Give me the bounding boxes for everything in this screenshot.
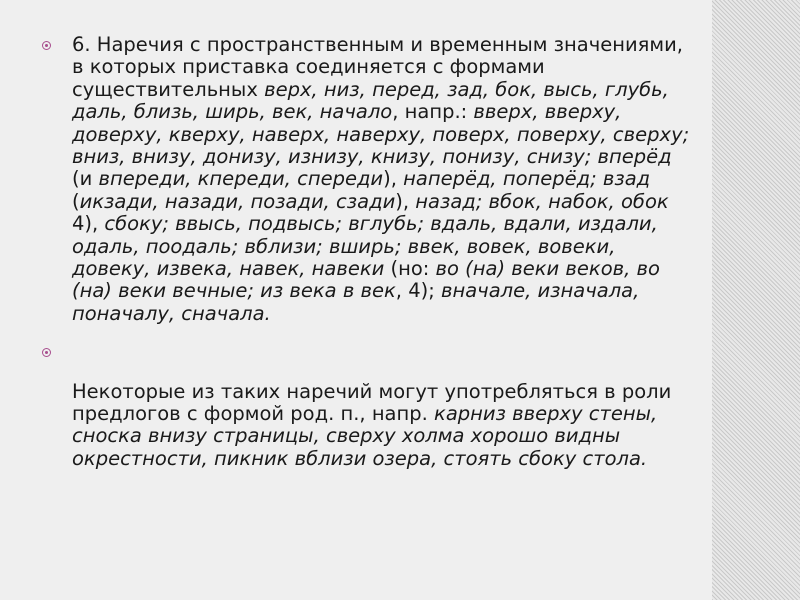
text-segment: вначале, изначала, поначалу, сначала. bbox=[72, 279, 640, 325]
text-segment: (но: bbox=[384, 257, 436, 281]
circle-bullet-icon bbox=[42, 348, 51, 357]
text-segment: назад; вбок, набок, обок bbox=[415, 189, 669, 213]
text-segment: впереди, кпереди, спереди bbox=[98, 167, 384, 191]
bullet-item-1 bbox=[42, 34, 692, 325]
bullet-paragraph-2 bbox=[72, 381, 692, 471]
bullet-paragraph-1 bbox=[72, 34, 692, 325]
text-segment: (и bbox=[72, 167, 99, 191]
text-segment: Некоторые из таких наречий могут употребляться в роли предлогов с формой род. п., напр. bbox=[72, 379, 672, 426]
slide-content bbox=[42, 34, 692, 470]
text-segment: ( bbox=[72, 189, 80, 213]
text-segment: , 4); bbox=[395, 279, 441, 303]
text-segment: икзади, назади, позади, сзади bbox=[79, 189, 396, 213]
blank-line bbox=[72, 341, 692, 363]
text-segment: 6. Наречия с пространственным и временным значениями, в которых приставка соединяется с формами существительных bbox=[72, 33, 683, 101]
text-segment: сбоку; ввысь, подвысь; вглубь; вдаль, вдали, издали, одаль, поодаль; вблизи; вширь; ввек, вовек, вовеки, довеку, извека, навек, навеки bbox=[72, 212, 658, 281]
text-segment: карниз вверху стены, сноска внизу страницы, сверху холма хорошо видны окрестности, пикник вблизи озера, стоять сбоку стола. bbox=[72, 402, 658, 470]
text-segment: ), bbox=[383, 167, 404, 191]
text-segment: 4), bbox=[72, 212, 105, 236]
text-segment: верх, низ, перед, зад, бок, высь, глубь, даль, близь, ширь, век, начало bbox=[72, 77, 669, 124]
bullet-item-2 bbox=[42, 341, 692, 470]
text-segment: вверх, вверху, доверху, кверху, наверх, наверху, поверх, поверху, сверху; вниз, внизу, донизу, изнизу, книзу, понизу, снизу; вперёд bbox=[72, 100, 690, 169]
decorative-stripe bbox=[712, 0, 800, 600]
text-segment: наперёд, поперёд; взад bbox=[403, 167, 651, 191]
text-segment: , напр.: bbox=[392, 100, 474, 124]
circle-bullet-icon bbox=[42, 41, 51, 50]
text-segment: ), bbox=[395, 189, 416, 213]
text-segment: во (на) веки веков, во (на) веки вечные; из века в век bbox=[72, 257, 660, 303]
